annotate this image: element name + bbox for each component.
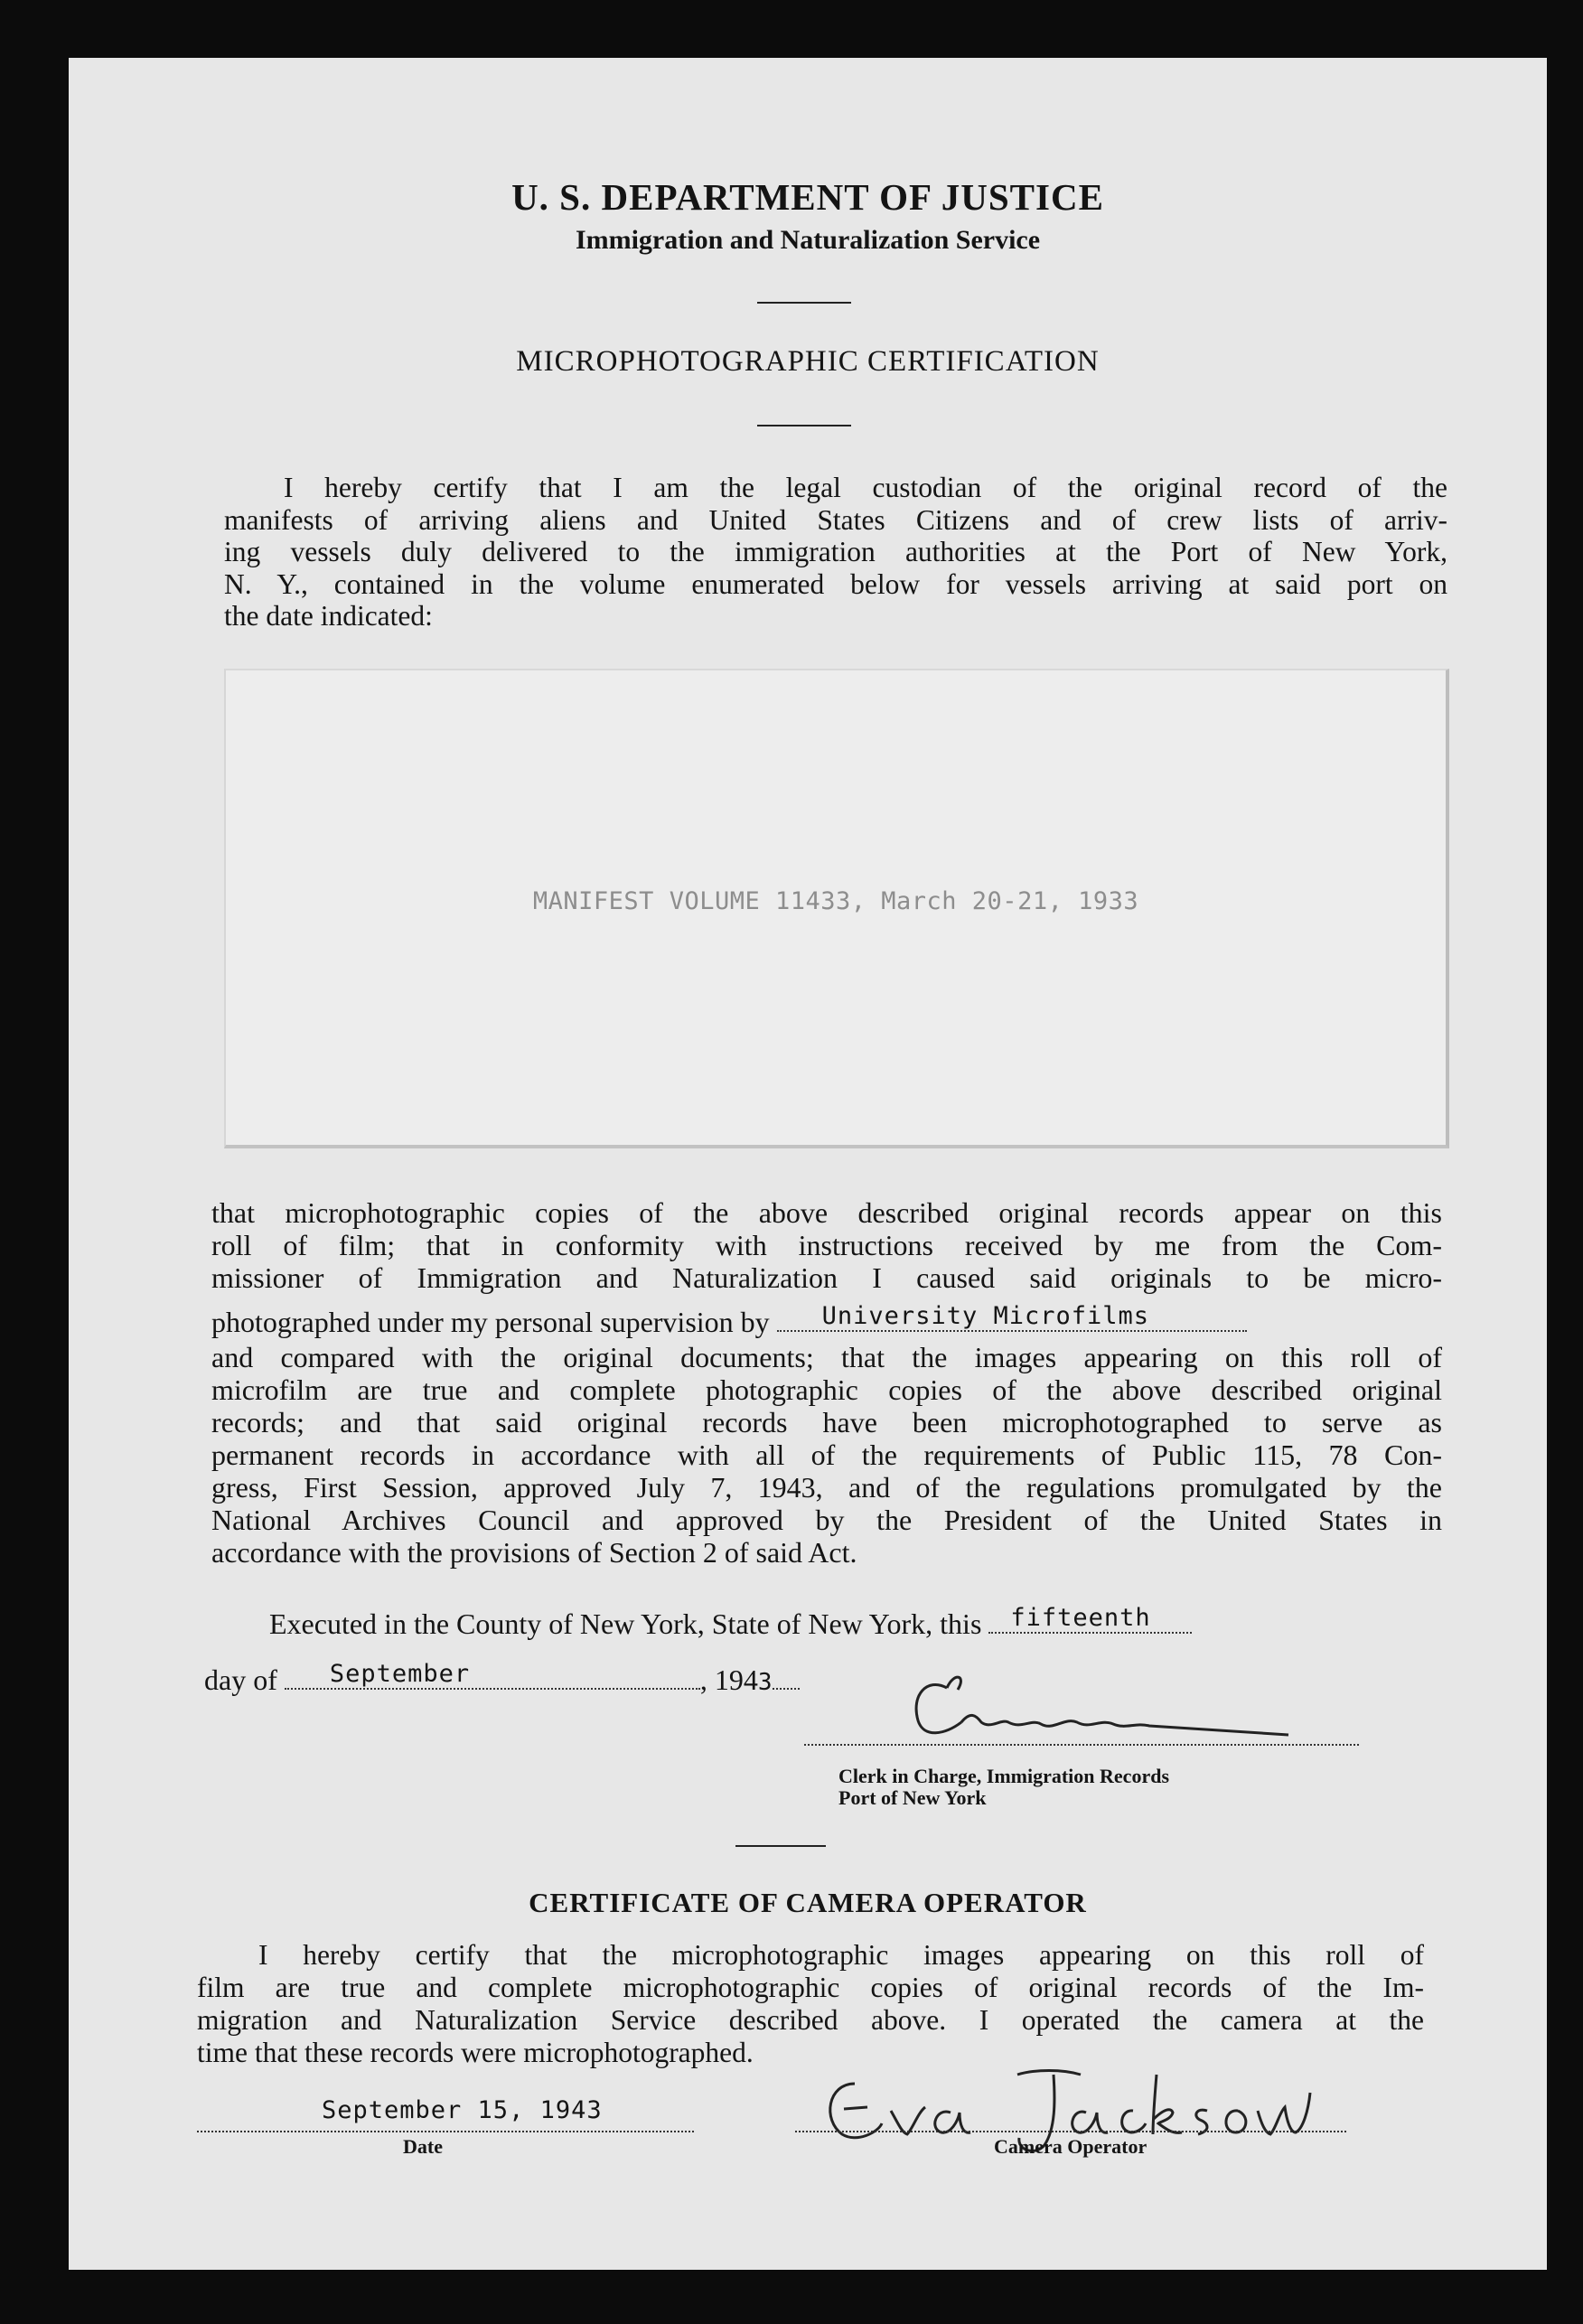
intro-paragraph	[224, 472, 1447, 633]
body-paragraph-continued	[211, 1341, 1442, 1569]
execution-prefix: Executed in the County of New York, State of New York, this	[269, 1607, 982, 1640]
paragraph-line: manifests of arriving aliens and United States Citizens and of crew lists of arriv-	[224, 503, 1447, 536]
paragraph-line: microfilm are true and complete photographic copies of the above described original	[211, 1373, 1442, 1406]
manifest-label-box	[224, 669, 1449, 1148]
divider	[757, 302, 851, 304]
paragraph-line: roll of film; that in conformity with instructions received by me from the Com-	[211, 1229, 1442, 1261]
paragraph-line: and compared with the original documents; that the images appearing on this roll of	[211, 1341, 1442, 1373]
paragraph-line: permanent records in accordance with all of the requirements of Public 115, 78 Con-	[211, 1438, 1442, 1471]
operator-signature-line	[795, 2131, 1346, 2132]
divider	[757, 425, 851, 426]
paragraph-line: accordance with the provisions of Section 2 of said Act.	[211, 1536, 857, 1569]
service-subheading: Immigration and Naturalization Service	[575, 225, 1041, 255]
day-fill	[988, 1605, 1192, 1634]
day-of-label: day of	[204, 1663, 277, 1696]
manifest-volume-label: MANIFEST VOLUME 11433, March 20-21, 1933	[532, 887, 1139, 915]
date-field-line	[197, 2131, 694, 2132]
paragraph-line: N. Y., contained in the volume enumerated below for vessels arriving at said port on	[224, 567, 1447, 600]
supervision-prefix: photographed under my personal supervision by	[211, 1306, 770, 1338]
clerk-title	[838, 1766, 1169, 1809]
day-value: fifteenth	[1010, 1604, 1151, 1632]
paragraph-line: I hereby certify that the microphotographic images appearing on this roll of	[258, 1939, 1424, 1971]
date-label: Date	[403, 2135, 443, 2158]
month-value: September	[329, 1660, 471, 1688]
year-prefix: , 194	[699, 1663, 758, 1696]
clerk-title-line2: Port of New York	[838, 1786, 987, 1809]
clerk-signature-line	[804, 1744, 1359, 1746]
paragraph-line: ing vessels duly delivered to the immigration authorities at the Port of New York,	[224, 536, 1447, 567]
paragraph-line: National Archives Council and approved by the President of the United States in	[211, 1504, 1442, 1536]
year-suffix: 3	[757, 1669, 773, 1696]
execution-line	[269, 1605, 1192, 1641]
paragraph-line: gress, First Session, approved July 7, 1943, and of the regulations promulgated by the	[211, 1471, 1442, 1504]
date-value: September 15, 1943	[322, 2096, 603, 2124]
paragraph-line: I hereby certify that I am the legal custodian of the original record of the	[284, 472, 1447, 503]
department-heading: U. S. DEPARTMENT OF JUSTICE	[511, 176, 1104, 218]
paragraph-line: film are true and complete microphotographic copies of original records of the Im-	[197, 1972, 1424, 2003]
supervision-fill	[777, 1303, 1247, 1332]
body-paragraph	[211, 1196, 1442, 1294]
paragraph-line: the date indicated:	[224, 600, 433, 632]
paragraph-line: missioner of Immigration and Naturalization I caused said originals to be micro-	[211, 1261, 1442, 1294]
divider	[735, 1845, 826, 1847]
certificate-page	[69, 58, 1547, 2270]
month-fill	[285, 1661, 700, 1690]
camera-operator-heading: CERTIFICATE OF CAMERA OPERATOR	[529, 1887, 1087, 1918]
camera-operator-paragraph	[197, 1939, 1424, 2069]
supervision-line	[211, 1303, 1442, 1339]
paragraph-line: records; and that said original records have been microphotographed to serve as	[211, 1406, 1442, 1438]
date-line	[204, 1661, 800, 1697]
operator-label: Camera Operator	[994, 2135, 1147, 2158]
certification-title: MICROPHOTOGRAPHIC CERTIFICATION	[516, 345, 1100, 378]
paragraph-line: migration and Naturalization Service described above. I operated the camera at the	[197, 2004, 1424, 2036]
supervision-name: University Microfilms	[821, 1302, 1150, 1330]
paragraph-line: that microphotographic copies of the above described original records appear on this	[211, 1196, 1442, 1229]
paragraph-line: time that these records were microphotographed.	[197, 2037, 754, 2068]
clerk-title-line1: Clerk in Charge, Immigration Records	[838, 1765, 1170, 1787]
